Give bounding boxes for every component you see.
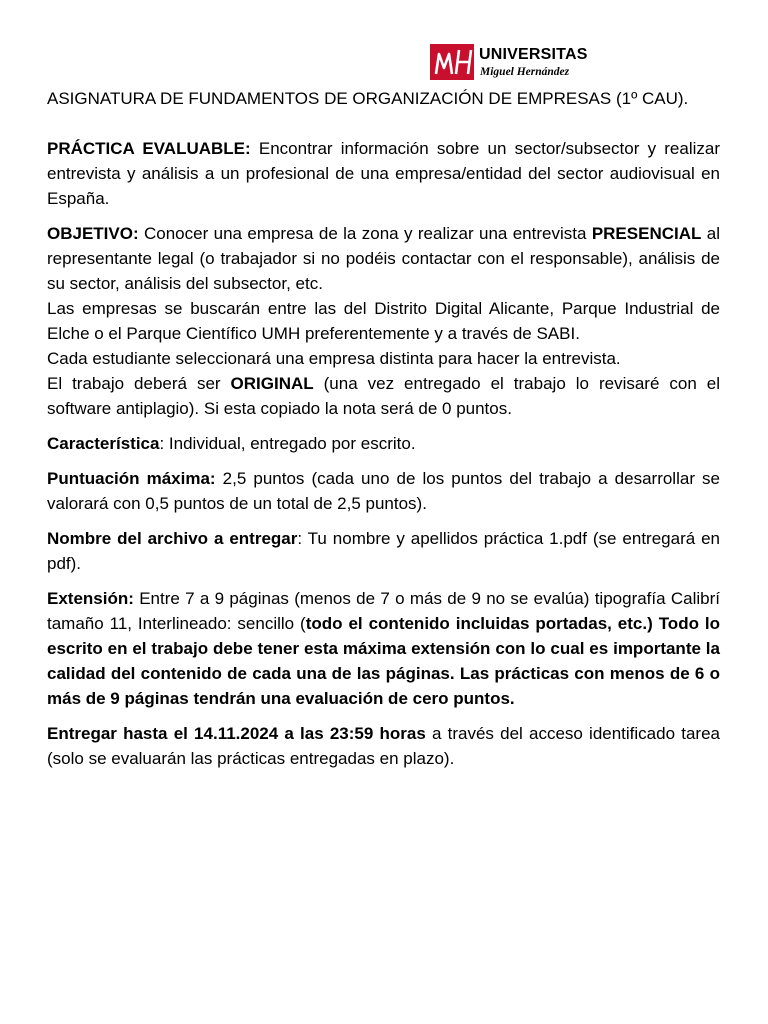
logo-title: UNIVERSITAS <box>479 46 588 63</box>
logo-subtitle: Miguel Hernández <box>480 66 570 78</box>
objetivo-label: OBJETIVO: <box>47 224 139 243</box>
entregar-text: a través del acceso identificado tarea (solo se evaluarán las prácticas entregadas en plazo). <box>47 724 720 768</box>
extension-text: Entre 7 a 9 páginas (menos de 7 o más de 9 no se evalúa) tipografía Calibrí tamaño 11, Interlineado: sencillo ( <box>47 589 720 633</box>
entregar-paragraph <box>47 721 720 771</box>
objetivo-presencial: PRESENCIAL <box>591 224 702 243</box>
caracteristica-text: : Individual, entregado por escrito. <box>159 434 416 453</box>
nombre-archivo-paragraph <box>47 526 720 576</box>
original-text-b: (una vez entregado el trabajo lo revisaré con el software antiplagio). Si esta copiado la nota será de 0 puntos. <box>47 374 720 418</box>
puntuacion-paragraph <box>47 466 720 516</box>
caracteristica-label: Característica <box>47 434 160 453</box>
objetivo-text-2: al representante legal (o trabajador si no podéis contactar con el responsable), análisis de su sector, análisis del subsector, etc. <box>47 224 720 293</box>
extension-paragraph <box>47 586 720 711</box>
nombre-archivo-label: Nombre del archivo a entregar <box>47 529 298 548</box>
subject-title: ASIGNATURA DE FUNDAMENTOS DE ORGANIZACIÓN DE EMPRESAS (1º CAU). <box>47 89 689 108</box>
estudiante-paragraph: Cada estudiante seleccionará una empresa distinta para hacer la entrevista. <box>47 349 621 368</box>
document-body <box>47 86 720 771</box>
university-logo <box>430 44 590 84</box>
puntuacion-label: Puntuación máxima: <box>47 469 216 488</box>
objetivo-text-1: Conocer una empresa de la zona y realizar una entrevista <box>138 224 592 243</box>
nombre-archivo-text: : Tu nombre y apellidos práctica 1.pdf (se entregará en pdf). <box>47 529 720 573</box>
extension-label: Extensión: <box>47 589 134 608</box>
caracteristica-paragraph <box>47 431 720 456</box>
original-paragraph <box>47 371 720 421</box>
objetivo-paragraph <box>47 221 720 296</box>
practica-paragraph <box>47 136 720 211</box>
original-text-a: El trabajo deberá ser <box>47 374 231 393</box>
practica-text: Encontrar información sobre un sector/subsector y realizar entrevista y análisis a un profesional de una empresa/entidad del sector audiovisual en España. <box>47 139 720 208</box>
extension-bold-text: todo el contenido incluidas portadas, etc.) Todo lo escrito en el trabajo debe tener esta máxima extensión con lo cual es importante la calidad del contenido de cada una de las páginas. Las prácticas con menos de 6 o más de 9 páginas tendrán una evaluación de cero puntos. <box>47 614 721 708</box>
original-bold: ORIGINAL <box>230 374 314 393</box>
practica-label: PRÁCTICA EVALUABLE: <box>47 139 251 158</box>
umh-logo-icon <box>430 44 474 80</box>
puntuacion-text: 2,5 puntos (cada uno de los puntos del trabajo a desarrollar se valorará con 0,5 puntos de un total de 2,5 puntos). <box>47 469 720 513</box>
empresas-paragraph: Las empresas se buscarán entre las del Distrito Digital Alicante, Parque Industrial de Elche o el Parque Científico UMH preferentemente y a través de SABI. <box>47 299 720 343</box>
entregar-label: Entregar hasta el 14.11.2024 a las 23:59 horas <box>47 724 426 743</box>
